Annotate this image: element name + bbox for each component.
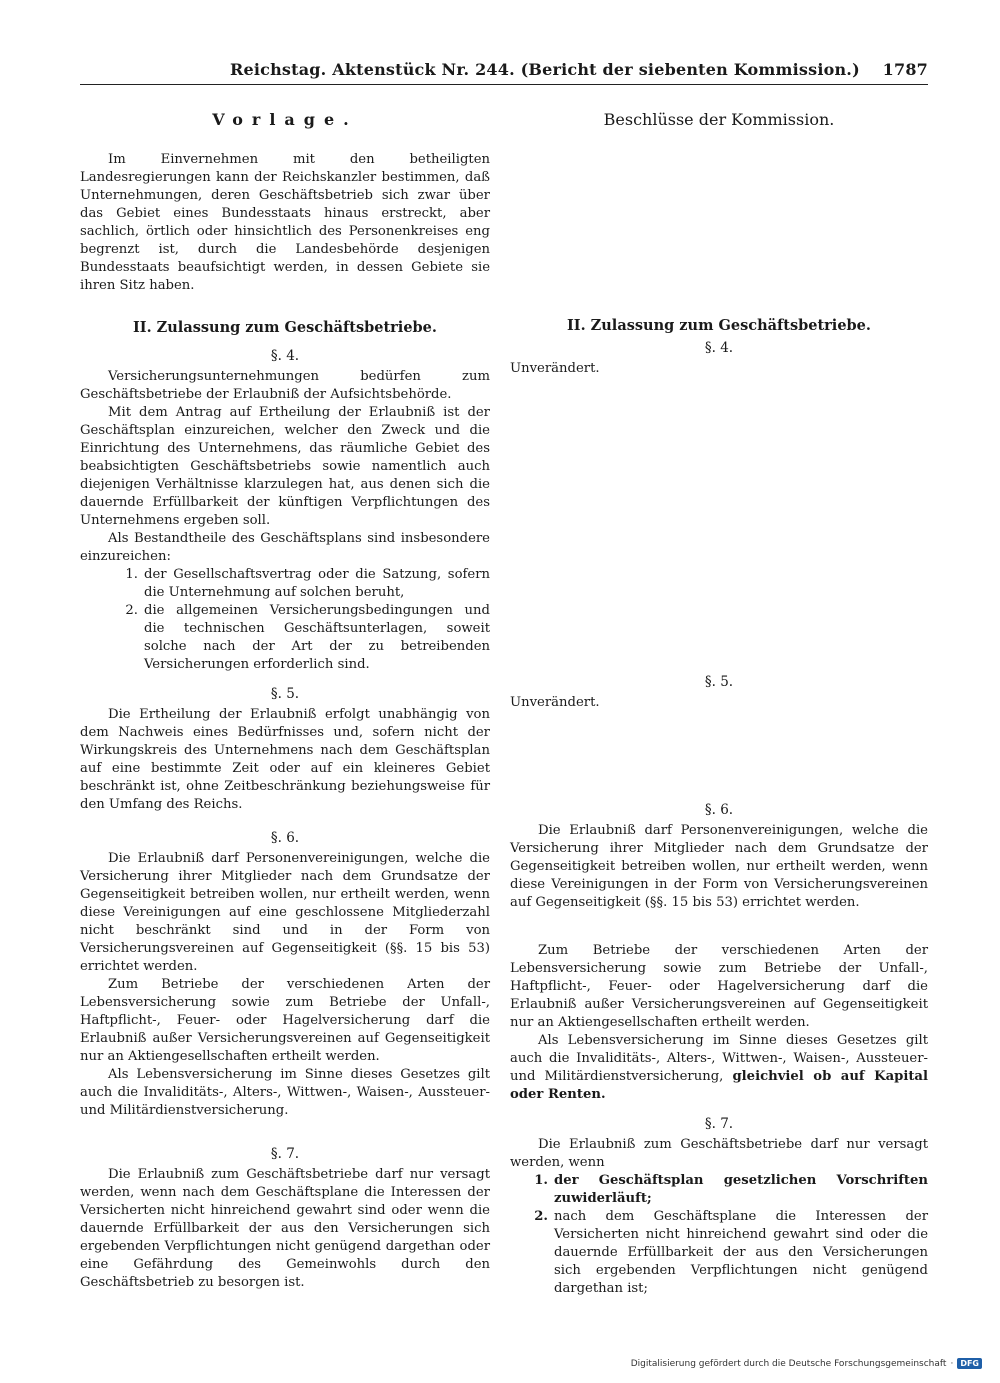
right-p6-para1: Die Erlaubniß darf Personenvereinigungen, welche die Versicherung ihrer Mitglieder nach dem Grundsatze der Gegenseitigkeit betreiben wollen, nur ertheilt werden, wenn diese Vereinigungen in der Form von Versicherungsvereinen auf Gegenseitigkeit (§§. 15 bis 53) errichtet werden. <box>510 823 928 910</box>
right-p4-text: Unverändert. <box>510 361 600 376</box>
left-p5-para1: Die Ertheilung der Erlaubniß erfolgt unabhängig von dem Nachweis eines Bedürfnisses und, sofern nicht der Wirkungskreis des Unternehmens nach dem Geschäftsplan auf eine bestimmte Zeit oder auf ein kleineres Gebiet beschränkt ist, ohne Zeitbeschränkung beziehungsweise für den Umfang des Reichs. <box>80 707 490 812</box>
list-text: der Geschäftsplan gesetzlichen Vorschriften zuwiderläuft; <box>554 1173 928 1206</box>
left-p6-para2: Zum Betriebe der verschiedenen Arten der Lebensversicherung sowie zum Betriebe der Unfall-, Haftpflicht-, Feuer- oder Hagelversicherung darf die Erlaubniß außer Versicherungsvereinen auf Gegenseitigkeit nur an Aktiengesellschaften ertheilt werden. <box>80 977 490 1064</box>
page-number: 1787 <box>882 60 928 79</box>
right-p6-spacer <box>510 912 928 942</box>
list-number: 2. <box>125 603 138 618</box>
right-paragraph-4-number: §. 4. <box>704 340 734 356</box>
right-intro-spacer <box>510 145 928 317</box>
right-paragraph-7-number: §. 7. <box>704 1116 734 1132</box>
right-paragraph-6-number: §. 6. <box>704 802 734 818</box>
list-number: 1. <box>534 1173 548 1188</box>
left-paragraph-7-number: §. 7. <box>270 1146 300 1162</box>
left-p4-para2: Mit dem Antrag auf Ertheilung der Erlaubniß ist der Geschäftsplan einzureichen, welcher den Zweck und die Einrichtung des Unternehmens, das räumliche Gebiet des beabsichtigten Geschäftsbetriebs sowie namentlich auch diejenigen Verhältnisse klarzulegen hat, aus denen sich die dauernde Erfüllbarkeit der künftigen Verpflichtungen des Unternehmens ergeben soll. <box>80 405 490 528</box>
dfg-logo: DFG <box>957 1358 982 1369</box>
left-p4-para1: Versicherungsunternehmungen bedürfen zum Geschäftsbetriebe der Erlaubniß der Aufsichtsbehörde. <box>80 369 490 402</box>
right-p6-para2: Zum Betriebe der verschiedenen Arten der Lebensversicherung sowie zum Betriebe der Unfall-, Haftpflicht-, Feuer- oder Hagelversicherung darf die Erlaubniß außer Versicherungsvereinen auf Gegenseitigkeit nur an Aktiengesellschaften ertheilt werden. <box>510 943 928 1030</box>
right-p7-intro: Die Erlaubniß zum Geschäftsbetriebe darf nur versagt werden, wenn <box>510 1137 928 1170</box>
digitization-credit: Digitalisierung gefördert durch die Deutsche Forschungsgemeinschaft · DFG <box>631 1358 982 1369</box>
list-number: 1. <box>125 567 138 582</box>
right-column-heading: Beschlüsse der Kommission. <box>603 110 835 129</box>
left-column-vorlage <box>80 100 490 1292</box>
left-p6-para3: Als Lebensversicherung im Sinne dieses Gesetzes gilt auch die Invaliditäts-, Alters-, Wittwen-, Waisen-, Aussteuer- und Militärdienstversicherung. <box>80 1067 490 1118</box>
left-p7-para1: Die Erlaubniß zum Geschäftsbetriebe darf nur versagt werden, wenn nach dem Geschäftsplane die Interessen der Versicherten nicht hinreichend gewahrt sind oder wenn die dauernde Erfüllbarkeit der aus den Versicherungen sich ergebenden Verpflichtungen nicht genügend dargethan oder eine Gefährdung des Gemeinwohls durch den Geschäftsbetrieb zu besorgen ist. <box>80 1167 490 1290</box>
left-p4-list-item-1 <box>80 566 490 602</box>
left-section-title: II. Zulassung zum Geschäftsbetriebe. <box>133 319 437 336</box>
right-section-title: II. Zulassung zum Geschäftsbetriebe. <box>567 317 871 334</box>
right-p6-para3-amendment: gleichviel ob auf Kapital oder Renten. <box>510 1069 928 1102</box>
right-p6-para3-text: Als Lebensversicherung im Sinne dieses Gesetzes gilt auch die Invaliditäts-, Alters-, Wittwen-, Waisen-, Aussteuer- und Militärdienstversicherung, <box>510 1033 928 1084</box>
left-paragraph-6-number: §. 6. <box>270 830 300 846</box>
list-text: der Gesellschaftsvertrag oder die Satzung, sofern die Unternehmung auf solchen beruht, <box>144 567 490 600</box>
page-header <box>80 58 928 84</box>
list-text: nach dem Geschäftsplane die Interessen der Versicherten nicht hinreichend gewahrt sind oder die dauernde Erfüllbarkeit der aus den Versicherungen sich ergebenden Verpflichtungen nicht genügend dargethan ist; <box>554 1209 928 1296</box>
right-p7-list-item-1 <box>510 1172 928 1208</box>
right-paragraph-5-number: §. 5. <box>704 674 734 690</box>
right-column-beschluesse <box>510 100 928 1298</box>
list-text: die allgemeinen Versicherungsbedingungen und die technischen Geschäftsunterlagen, soweit solche nach der Art der zu betreibenden Versicherungen erforderlich sind. <box>144 603 490 672</box>
left-paragraph-5-number: §. 5. <box>270 686 300 702</box>
left-column-heading: Vorlage. <box>212 110 358 129</box>
left-paragraph-4-number: §. 4. <box>270 348 300 364</box>
right-p7-list-item-2 <box>510 1208 928 1298</box>
right-p5-text: Unverändert. <box>510 695 600 710</box>
list-number: 2. <box>534 1209 548 1224</box>
right-p4-spacer <box>510 378 928 674</box>
header-rule <box>80 84 928 85</box>
left-p4-list-item-2 <box>80 602 490 674</box>
left-p4-para3: Als Bestandtheile des Geschäftsplans sind insbesondere einzureichen: <box>80 531 490 564</box>
credit-text: Digitalisierung gefördert durch die Deutsche Forschungsgemeinschaft <box>630 1358 947 1369</box>
intro-paragraph: Im Einvernehmen mit den betheiligten Landesregierungen kann der Reichskanzler bestimmen, daß Unternehmungen, deren Geschäftsbetrieb sich zwar über das Gebiet eines Bundesstaats hinaus erstreckt, aber sachlich, örtlich oder hinsichtlich des Personenkreises eng begrenzt ist, durch die Landesbehörde desjenigen Bundesstaats beaufsichtigt werden, in dessen Gebiete sie ihren Sitz haben. <box>80 152 490 293</box>
right-p5-spacer <box>510 712 928 802</box>
running-title: Reichstag. Aktenstück Nr. 244. (Bericht der siebenten Kommission.) <box>230 60 860 79</box>
right-p6-para3 <box>510 1032 928 1104</box>
left-p6-para1: Die Erlaubniß darf Personenvereinigungen, welche die Versicherung ihrer Mitglieder nach dem Grundsatze der Gegenseitigkeit betreiben wollen, nur ertheilt werden, wenn diese Vereinigungen auf eine geschlossene Mitgliederzahl nicht beschränkt sind und in der Form von Versicherungsvereinen auf Gegenseitigkeit (§§. 15 bis 53) errichtet werden. <box>80 851 490 974</box>
